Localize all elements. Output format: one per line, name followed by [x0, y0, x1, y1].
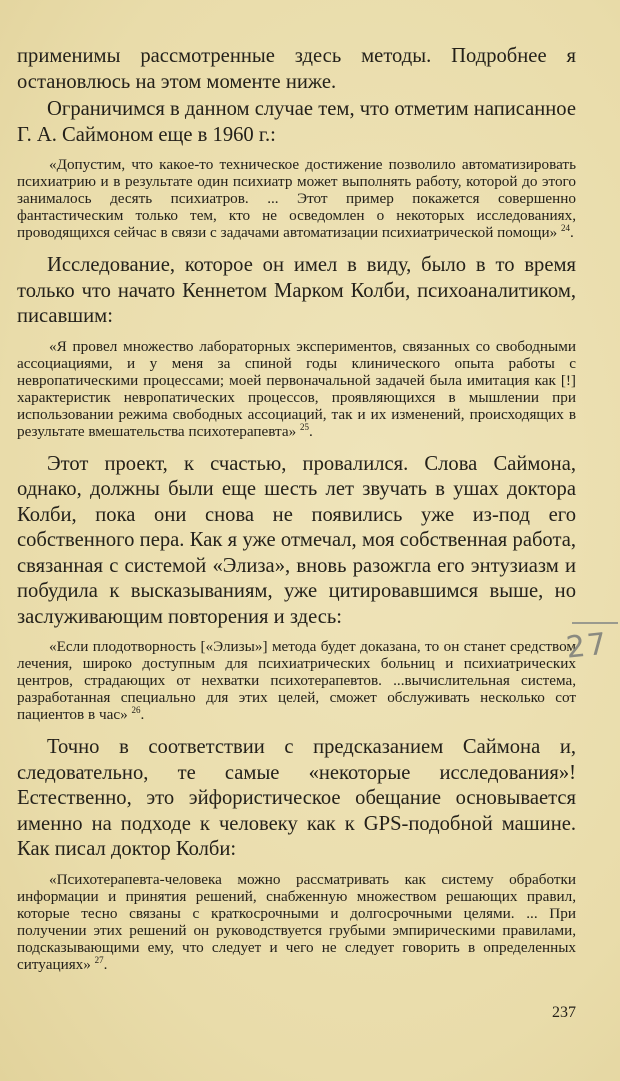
body-paragraph	[17, 452, 576, 631]
paragraph-text: Исследование, которое он имел в виду, было в то время только что начато Кеннетом Марком Колби, психоаналитиком, писавшим:	[17, 254, 576, 327]
margin-pencil-line	[572, 622, 618, 624]
body-paragraph	[17, 735, 576, 863]
body-paragraph	[17, 97, 576, 148]
body-paragraph	[17, 253, 576, 330]
body-paragraph	[17, 44, 576, 95]
block-quote: «Я провел множество лабораторных экспериментов, связанных со свободными ассоциациями, и у меня за спиной годы клинического опыта работы с невропатическими процессами; моей первоначальной задачей была имитация как [!] характеристик невропатических процессов, проявляющихся в мышлении при использовании режима свободных ассоциаций, так и их изменений, происходящих в результате вмешательства психотерапевта» $^{25}$.	[17, 337, 576, 440]
paragraph-text: «Я провел множество лабораторных экспериментов, связанных со свободными ассоциациями, и у меня за спиной годы клинического опыта работы с невропатическими процессами; моей первоначальной задачей была имитация как [!] характеристик невропатических процессов, проявляющихся в мышлении при использовании режима свободных ассоциаций, так и их изменений, происходящих в результате вмешательства психотерапевта»	[17, 337, 576, 440]
paragraph-text: применимы рассмотренные здесь методы. Подробнее я остановлюсь на этом моменте ниже.	[17, 45, 576, 93]
footnote-ref: 24	[561, 222, 571, 233]
paragraph-text: «Если плодотворность [«Элизы»] метода будет доказана, то он станет средством лечения, широко доступным для психиатрических больниц и психиатрических центров, страдающих от нехватки психотерапевтов. ...вычислительная система, разработанная специально для этих целей, сможет обслуживать несколько сот пациентов в час»	[17, 638, 576, 723]
paragraph-text: «Допустим, что какое-то техническое достижение позволило автоматизировать психиатрию и в результате один психиатр может выполнять работу, которой до этого занималось десять психиатров. ... Этот пример покажется совершенно фантастическим только тем, кто не осведомлен о некоторых исследованиях, проводящихся сейчас в связи с задачами автоматизации психиатрической помощи»	[17, 156, 576, 241]
text-flow	[17, 44, 576, 973]
page-number: 237	[552, 1004, 576, 1021]
footnote-ref: 26	[131, 704, 141, 715]
margin-pencil-note: 27	[564, 626, 610, 666]
block-quote: «Допустим, что какое-то техническое достижение позволило автоматизировать психиатрию и в результате один психиатр может выполнять работу, которой до этого занималось десять психиатров. ... Этот пример покажется совершенно фантастическим только тем, кто не осведомлен о некоторых исследованиях, проводящихся сейчас в связи с задачами автоматизации психиатрической помощи» $^{24}$.	[17, 156, 576, 241]
block-quote: «Если плодотворность [«Элизы»] метода будет доказана, то он станет средством лечения, широко доступным для психиатрических больниц и психиатрических центров, страдающих от нехватки психотерапевтов. ...вычислительная система, разработанная специально для этих целей, сможет обслуживать несколько сот пациентов в час» $^{26}$.	[17, 638, 576, 723]
paragraph-text: «Психотерапевта-человека можно рассматривать как систему обработки информации и принятия решений, снабженную множеством решающих правил, которые тесно связаны с краткосрочными и долгосрочными целями. ... При получении этих решений он руководствуется грубыми эмпирическими правилами, подсказывающими ему, что следует и чего не следует говорить в определенных ситуациях»	[17, 870, 576, 973]
block-quote: «Психотерапевта-человека можно рассматривать как систему обработки информации и принятия решений, снабженную множеством решающих правил, которые тесно связаны с краткосрочными и долгосрочными целями. ... При получении этих решений он руководствуется грубыми эмпирическими правилами, подсказывающими ему, что следует и чего не следует говорить в определенных ситуациях» $^{27}$.	[17, 870, 576, 973]
paragraph-text: Точно в соответствии с предсказанием Саймона и, следовательно, те самые «некоторые исследования»! Естественно, это эйфористическое обещание основывается именно на подходе к человеку как к GPS-подобной машине. Как писал доктор Колби:	[17, 736, 576, 860]
footnote-ref: 27	[94, 954, 104, 965]
paragraph-text: Этот проект, к счастью, провалился. Слова Саймона, однако, должны были еще шесть лет звучать в ушах доктора Колби, пока они снова не появились уже из-под его собственного пера. Как я уже отмечал, моя собственная работа, связанная с системой «Элиза», вновь разожгла его энтузиазм и побудила к высказываниям, уже цитировавшимся выше, но заслуживающим повторения и здесь:	[17, 452, 576, 628]
footnote-ref: 25	[300, 421, 310, 432]
paragraph-text: Ограничимся в данном случае тем, что отметим написанное Г. А. Саймоном еще в 1960 г.:	[17, 98, 576, 146]
